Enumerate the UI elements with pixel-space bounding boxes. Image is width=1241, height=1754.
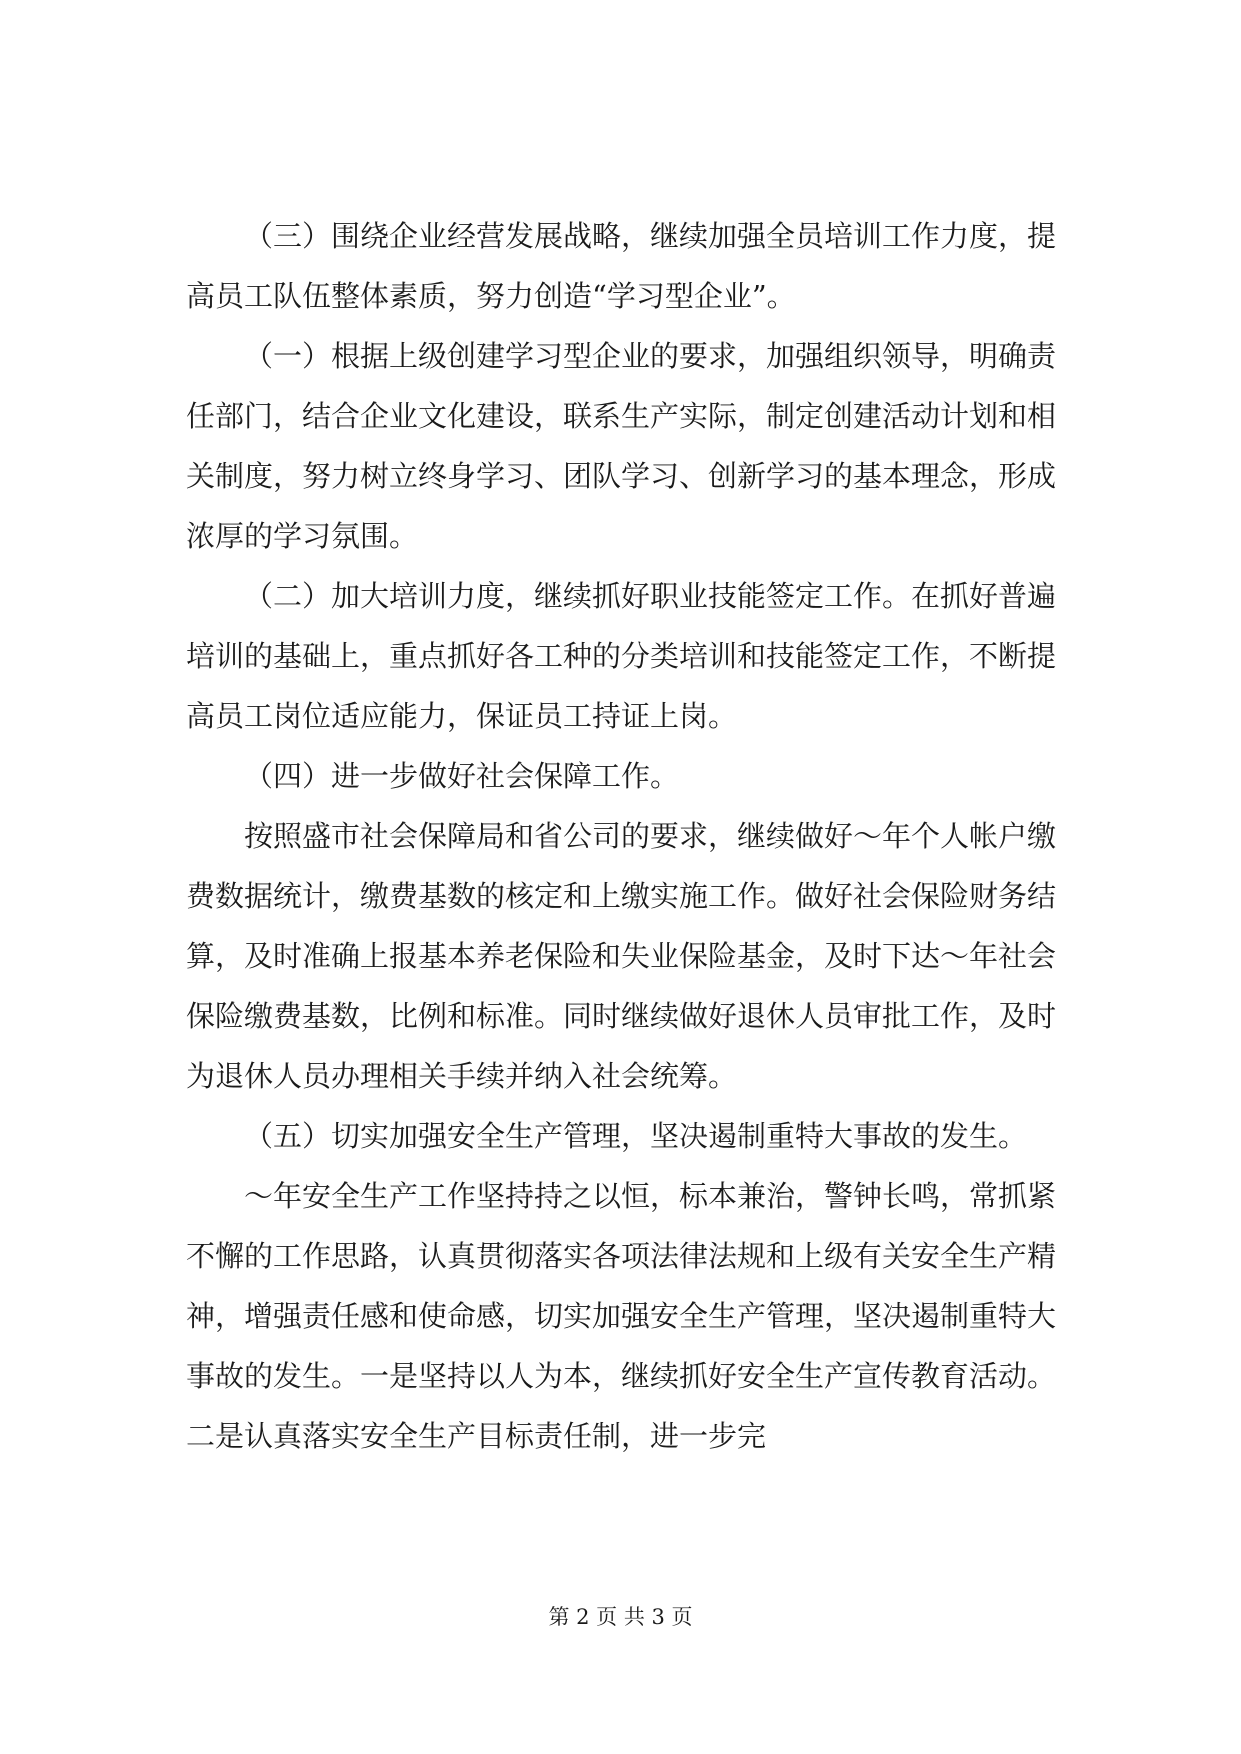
paragraph-social-security-heading: （四）进一步做好社会保障工作。 bbox=[244, 759, 680, 793]
paragraph-social-security-body: 按照盛市社会保障局和省公司的要求，继续做好～年个人帐户缴费数据统计，缴费基数的核定和上缴实施工作。做好社会保险财务结算，及时准确上报基本养老保险和失业保险基金，及时下达～年社会保险缴费基数，比例和标准。同时继续做好退休人员审批工作，及时为退休人员办理相关手续并纳入社会统筹。 bbox=[186, 819, 1057, 1093]
document-body bbox=[186, 206, 1056, 1466]
paragraph-skill-certification: （二）加大培训力度，继续抓好职业技能签定工作。在抓好普遍培训的基础上，重点抓好各工种的分类培训和技能签定工作，不断提高员工岗位适应能力，保证员工持证上岗。 bbox=[186, 579, 1057, 733]
page-number-footer: 第 2 页 共 3 页 bbox=[548, 1605, 693, 1629]
paragraph-safety-heading: （五）切实加强安全生产管理，坚决遏制重特大事故的发生。 bbox=[244, 1119, 1028, 1153]
paragraph-learning-enterprise: （一）根据上级创建学习型企业的要求，加强组织领导，明确责任部门，结合企业文化建设，联系生产实际，制定创建活动计划和相关制度，努力树立终身学习、团队学习、创新学习的基本理念，形成浓厚的学习氛围。 bbox=[186, 339, 1057, 553]
paragraph-safety-body: ～年安全生产工作坚持持之以恒，标本兼治，警钟长鸣，常抓紧不懈的工作思路，认真贯彻落实各项法律法规和上级有关安全生产精神，增强责任感和使命感，切实加强安全生产管理，坚决遏制重特大事故的发生。一是坚持以人为本，继续抓好安全生产宣传教育活动。二是认真落实安全生产目标责任制，进一步完 bbox=[186, 1179, 1057, 1453]
paragraph-training-strategy: （三）围绕企业经营发展战略，继续加强全员培训工作力度，提高员工队伍整体素质，努力创造“学习型企业”。 bbox=[186, 219, 1057, 313]
